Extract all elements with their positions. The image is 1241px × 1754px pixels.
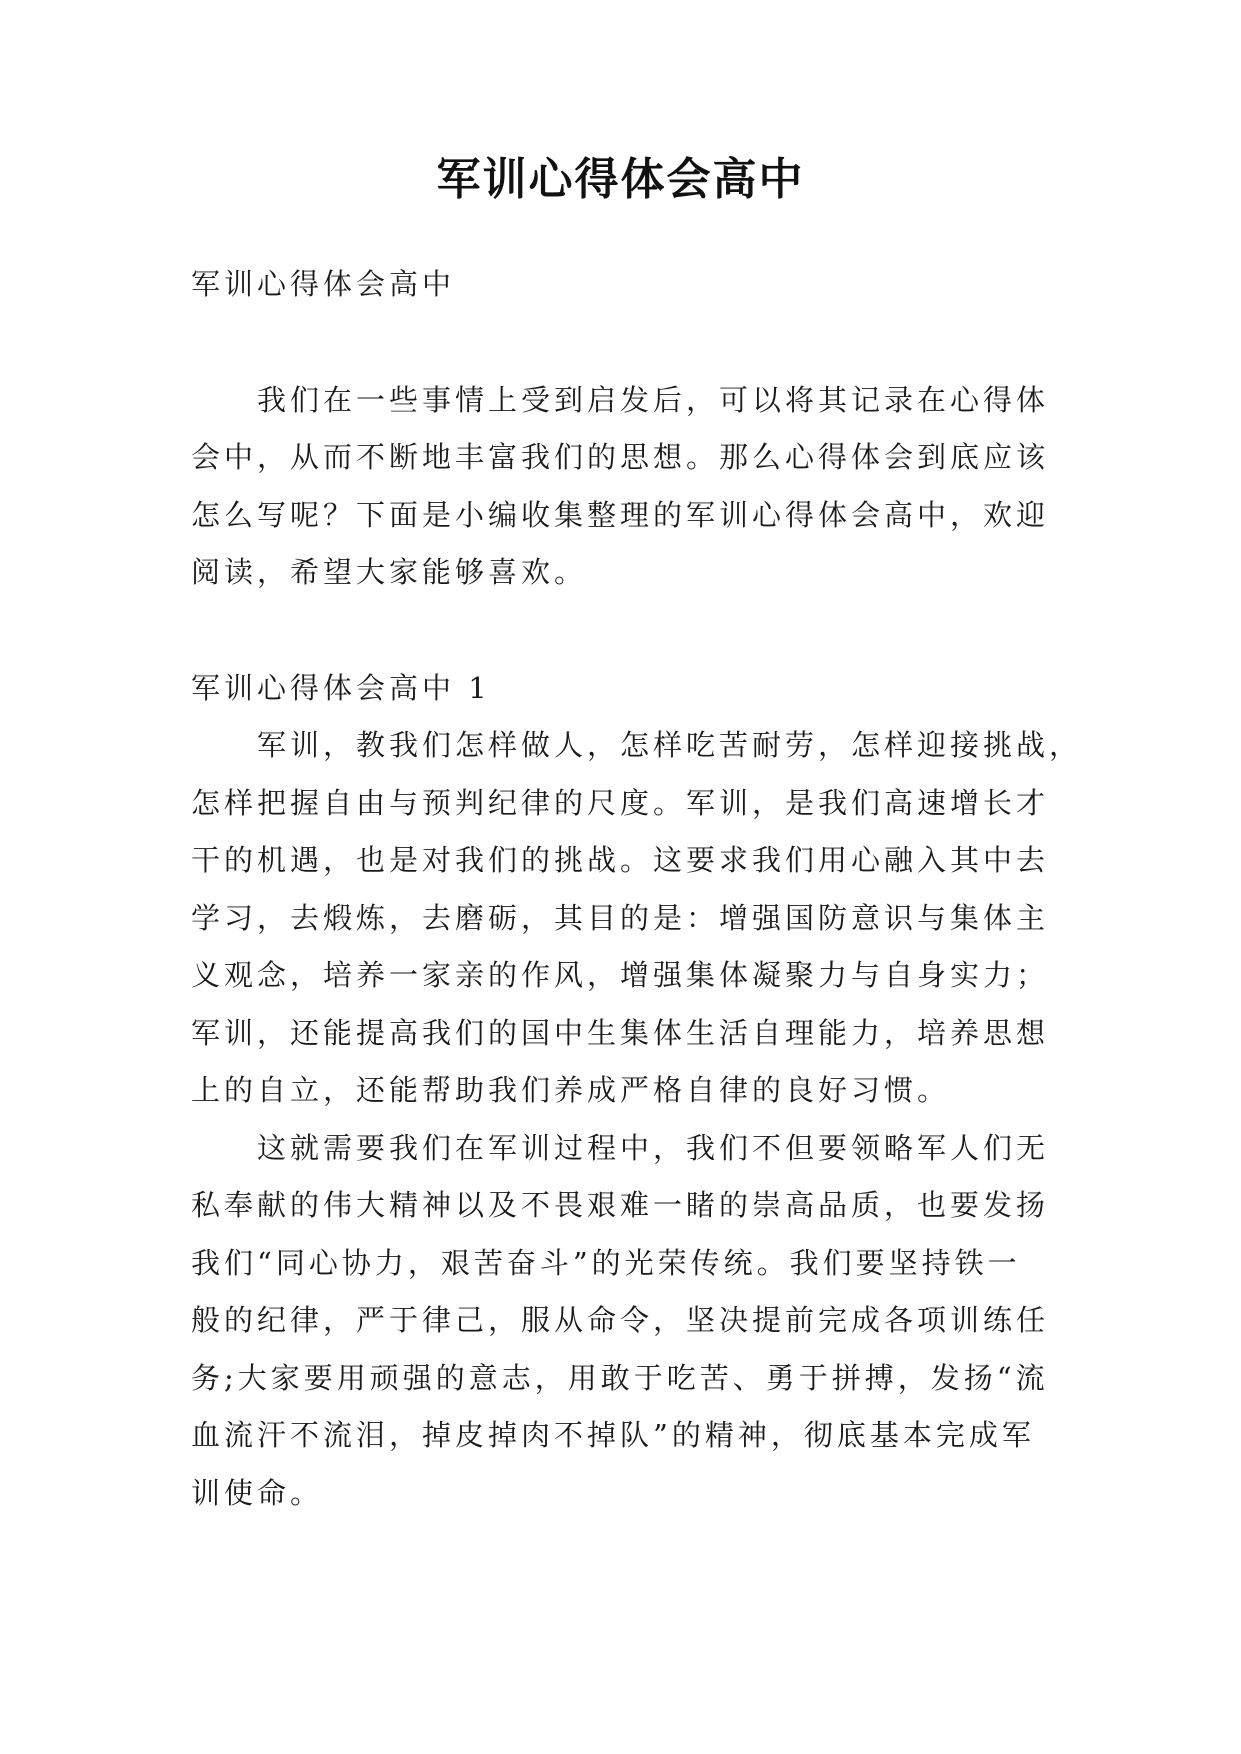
intro-paragraph (191, 372, 1056, 602)
paragraph-line: 上的自立，还能帮助我们养成严格自律的良好习惯。 (191, 1073, 951, 1107)
document-title: 军训心得体会高中 (436, 154, 805, 205)
section-paragraph-1 (191, 717, 1083, 1120)
paragraph-line: 军训，教我们怎样做人，怎样吃苦耐劳，怎样迎接挑战， (257, 728, 1083, 762)
section-heading: 军训心得体会高中 1 (191, 670, 491, 705)
paragraph-line: 怎样把握自由与预判纪律的尺度。军训，是我们高速增长才 (191, 785, 1050, 820)
paragraph-line: 我们“同心协力，艰苦奋斗”的光荣传统。我们要坚持铁一 (191, 1245, 1021, 1280)
paragraph-line: 怎么写呢？下面是小编收集整理的军训心得体会高中，欢迎 (191, 497, 1050, 532)
paragraph-line: 义观念，培养一家亲的作风，增强集体凝聚力与自身实力； (191, 958, 1050, 992)
paragraph-line: 我们在一些事情上受到启发后，可以将其记录在心得体 (257, 382, 1050, 417)
paragraph-line: 血流汗不流泪，掉皮掉肉不掉队”的精神，彻底基本完成军 (191, 1418, 1035, 1452)
section-paragraph-2 (191, 1120, 1056, 1523)
document-subtitle: 军训心得体会高中 (191, 267, 456, 301)
paragraph-line: 阅读，希望大家能够喜欢。 (191, 555, 588, 589)
document-body (191, 256, 1083, 1522)
paragraph-line: 干的机遇，也是对我们的挑战。这要求我们用心融入其中去 (191, 843, 1050, 877)
paragraph-line: 私奉献的伟大精神以及不畏艰难一睹的崇高品质，也要发扬 (191, 1188, 1050, 1222)
paragraph-line: 学习，去煅炼，去磨砺，其目的是：增强国防意识与集体主 (191, 900, 1050, 935)
paragraph-line: 务;大家要用顽强的意志，用敢于吃苦、勇于拼搏，发扬“流 (191, 1360, 1049, 1395)
paragraph-line: 训使命。 (191, 1475, 324, 1510)
paragraph-line: 会中，从而不断地丰富我们的思想。那么心得体会到底应该 (191, 440, 1050, 474)
section-1 (191, 660, 1083, 1523)
paragraph-line: 这就需要我们在军训过程中，我们不但要领略军人们无 (257, 1130, 1050, 1165)
paragraph-line: 般的纪律，严于律己，服从命令，坚决提前完成各项训练任 (191, 1303, 1050, 1337)
paragraph-line: 军训，还能提高我们的国中生集体生活自理能力，培养思想 (191, 1015, 1050, 1050)
